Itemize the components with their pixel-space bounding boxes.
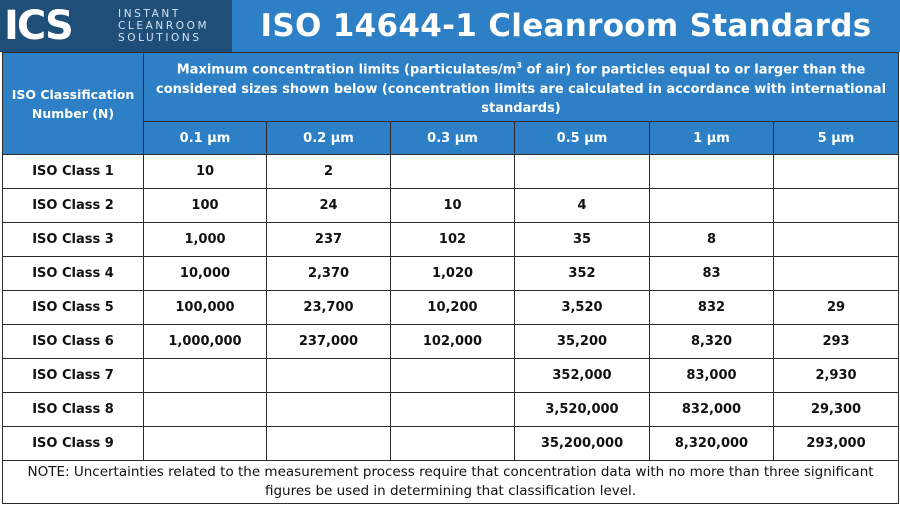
table-cell: 237,000 (267, 325, 391, 359)
size-header-0.1um: 0.1 µm (144, 122, 267, 155)
row-label: ISO Class 9 (3, 427, 144, 461)
logo-line-2: CLEANROOM (118, 20, 210, 32)
title-banner (0, 0, 900, 52)
table-cell: 293 (774, 325, 899, 359)
table-cell (391, 393, 515, 427)
table-cell: 100,000 (144, 291, 267, 325)
table-cell: 293,000 (774, 427, 899, 461)
table-cell (515, 155, 650, 189)
table-cell: 35,200,000 (515, 427, 650, 461)
caption-text-end: of air) for particles equal to or larger than the considered sizes shown below (concentration limits are calculated in accordance with international standards) (156, 62, 887, 116)
table-cell (144, 393, 267, 427)
logo-mark: ICS (4, 3, 72, 49)
company-logo (0, 0, 232, 52)
table-cell (774, 189, 899, 223)
table-cell: 24 (267, 189, 391, 223)
size-header-1um: 1 µm (650, 122, 774, 155)
table-cell (144, 359, 267, 393)
size-header-5um: 5 µm (774, 122, 899, 155)
table-cell (267, 393, 391, 427)
row-label: ISO Class 5 (3, 291, 144, 325)
table-cell: 35,200 (515, 325, 650, 359)
note-row (3, 461, 899, 504)
classification-header-line-2: Number (N) (31, 105, 115, 121)
table-cell: 102,000 (391, 325, 515, 359)
standards-table (2, 52, 899, 504)
size-header-0.2um: 0.2 µm (267, 122, 391, 155)
page-title: ISO 14644-1 Cleanroom Standards (260, 8, 872, 44)
table-cell: 2 (267, 155, 391, 189)
table-cell: 352 (515, 257, 650, 291)
table-row (3, 223, 899, 257)
table-row (3, 393, 899, 427)
row-label: ISO Class 4 (3, 257, 144, 291)
table-cell (144, 427, 267, 461)
table-cell (650, 189, 774, 223)
table-cell: 2,370 (267, 257, 391, 291)
table-row (3, 155, 899, 189)
table-cell (391, 427, 515, 461)
table-cell: 10,200 (391, 291, 515, 325)
row-label: ISO Class 8 (3, 393, 144, 427)
table-cell: 102 (391, 223, 515, 257)
classification-column-header (3, 53, 144, 155)
table-row (3, 189, 899, 223)
table-cell: 100 (144, 189, 267, 223)
table-cell (650, 155, 774, 189)
table-cell: 237 (267, 223, 391, 257)
table-cell: 1,020 (391, 257, 515, 291)
table-cell: 29,300 (774, 393, 899, 427)
row-label: ISO Class 2 (3, 189, 144, 223)
table-cell: 4 (515, 189, 650, 223)
table-cell (774, 223, 899, 257)
concentration-limits-caption (144, 53, 899, 122)
classification-header-line-1: ISO Classification (11, 86, 135, 102)
size-header-0.5um: 0.5 µm (515, 122, 650, 155)
table-cell: 29 (774, 291, 899, 325)
table-cell (774, 155, 899, 189)
table-cell: 8 (650, 223, 774, 257)
table-cell (391, 155, 515, 189)
table-cell: 83 (650, 257, 774, 291)
caption-text-start: Maximum concentration limits (particulates/m (176, 62, 517, 78)
measurement-note: NOTE: Uncertainties related to the measurement process require that concentration data with no more than three significant figures be used in determining that classification level. (3, 461, 899, 504)
table-row (3, 257, 899, 291)
table-cell: 8,320,000 (650, 427, 774, 461)
table-cell (391, 359, 515, 393)
table-cell: 3,520,000 (515, 393, 650, 427)
table-row (3, 325, 899, 359)
table-cell: 23,700 (267, 291, 391, 325)
table-cell: 2,930 (774, 359, 899, 393)
logo-wordmark (118, 8, 209, 44)
table-cell: 1,000 (144, 223, 267, 257)
row-label: ISO Class 7 (3, 359, 144, 393)
size-header-0.3um: 0.3 µm (391, 122, 515, 155)
table-row (3, 291, 899, 325)
table-cell: 3,520 (515, 291, 650, 325)
caption-superscript: 3 (516, 61, 522, 71)
row-label: ISO Class 1 (3, 155, 144, 189)
table-cell (774, 257, 899, 291)
table-cell: 35 (515, 223, 650, 257)
table-cell: 10 (144, 155, 267, 189)
table-cell: 10,000 (144, 257, 267, 291)
table-cell: 1,000,000 (144, 325, 267, 359)
table-cell: 10 (391, 189, 515, 223)
logo-line-3: SOLUTIONS (118, 32, 202, 44)
table-row (3, 359, 899, 393)
table-cell (267, 359, 391, 393)
row-label: ISO Class 6 (3, 325, 144, 359)
table-cell (267, 427, 391, 461)
logo-line-1: INSTANT (118, 8, 181, 20)
table-cell: 83,000 (650, 359, 774, 393)
table-cell: 832,000 (650, 393, 774, 427)
table-cell: 352,000 (515, 359, 650, 393)
table-row (3, 427, 899, 461)
table-cell: 832 (650, 291, 774, 325)
table-cell: 8,320 (650, 325, 774, 359)
row-label: ISO Class 3 (3, 223, 144, 257)
